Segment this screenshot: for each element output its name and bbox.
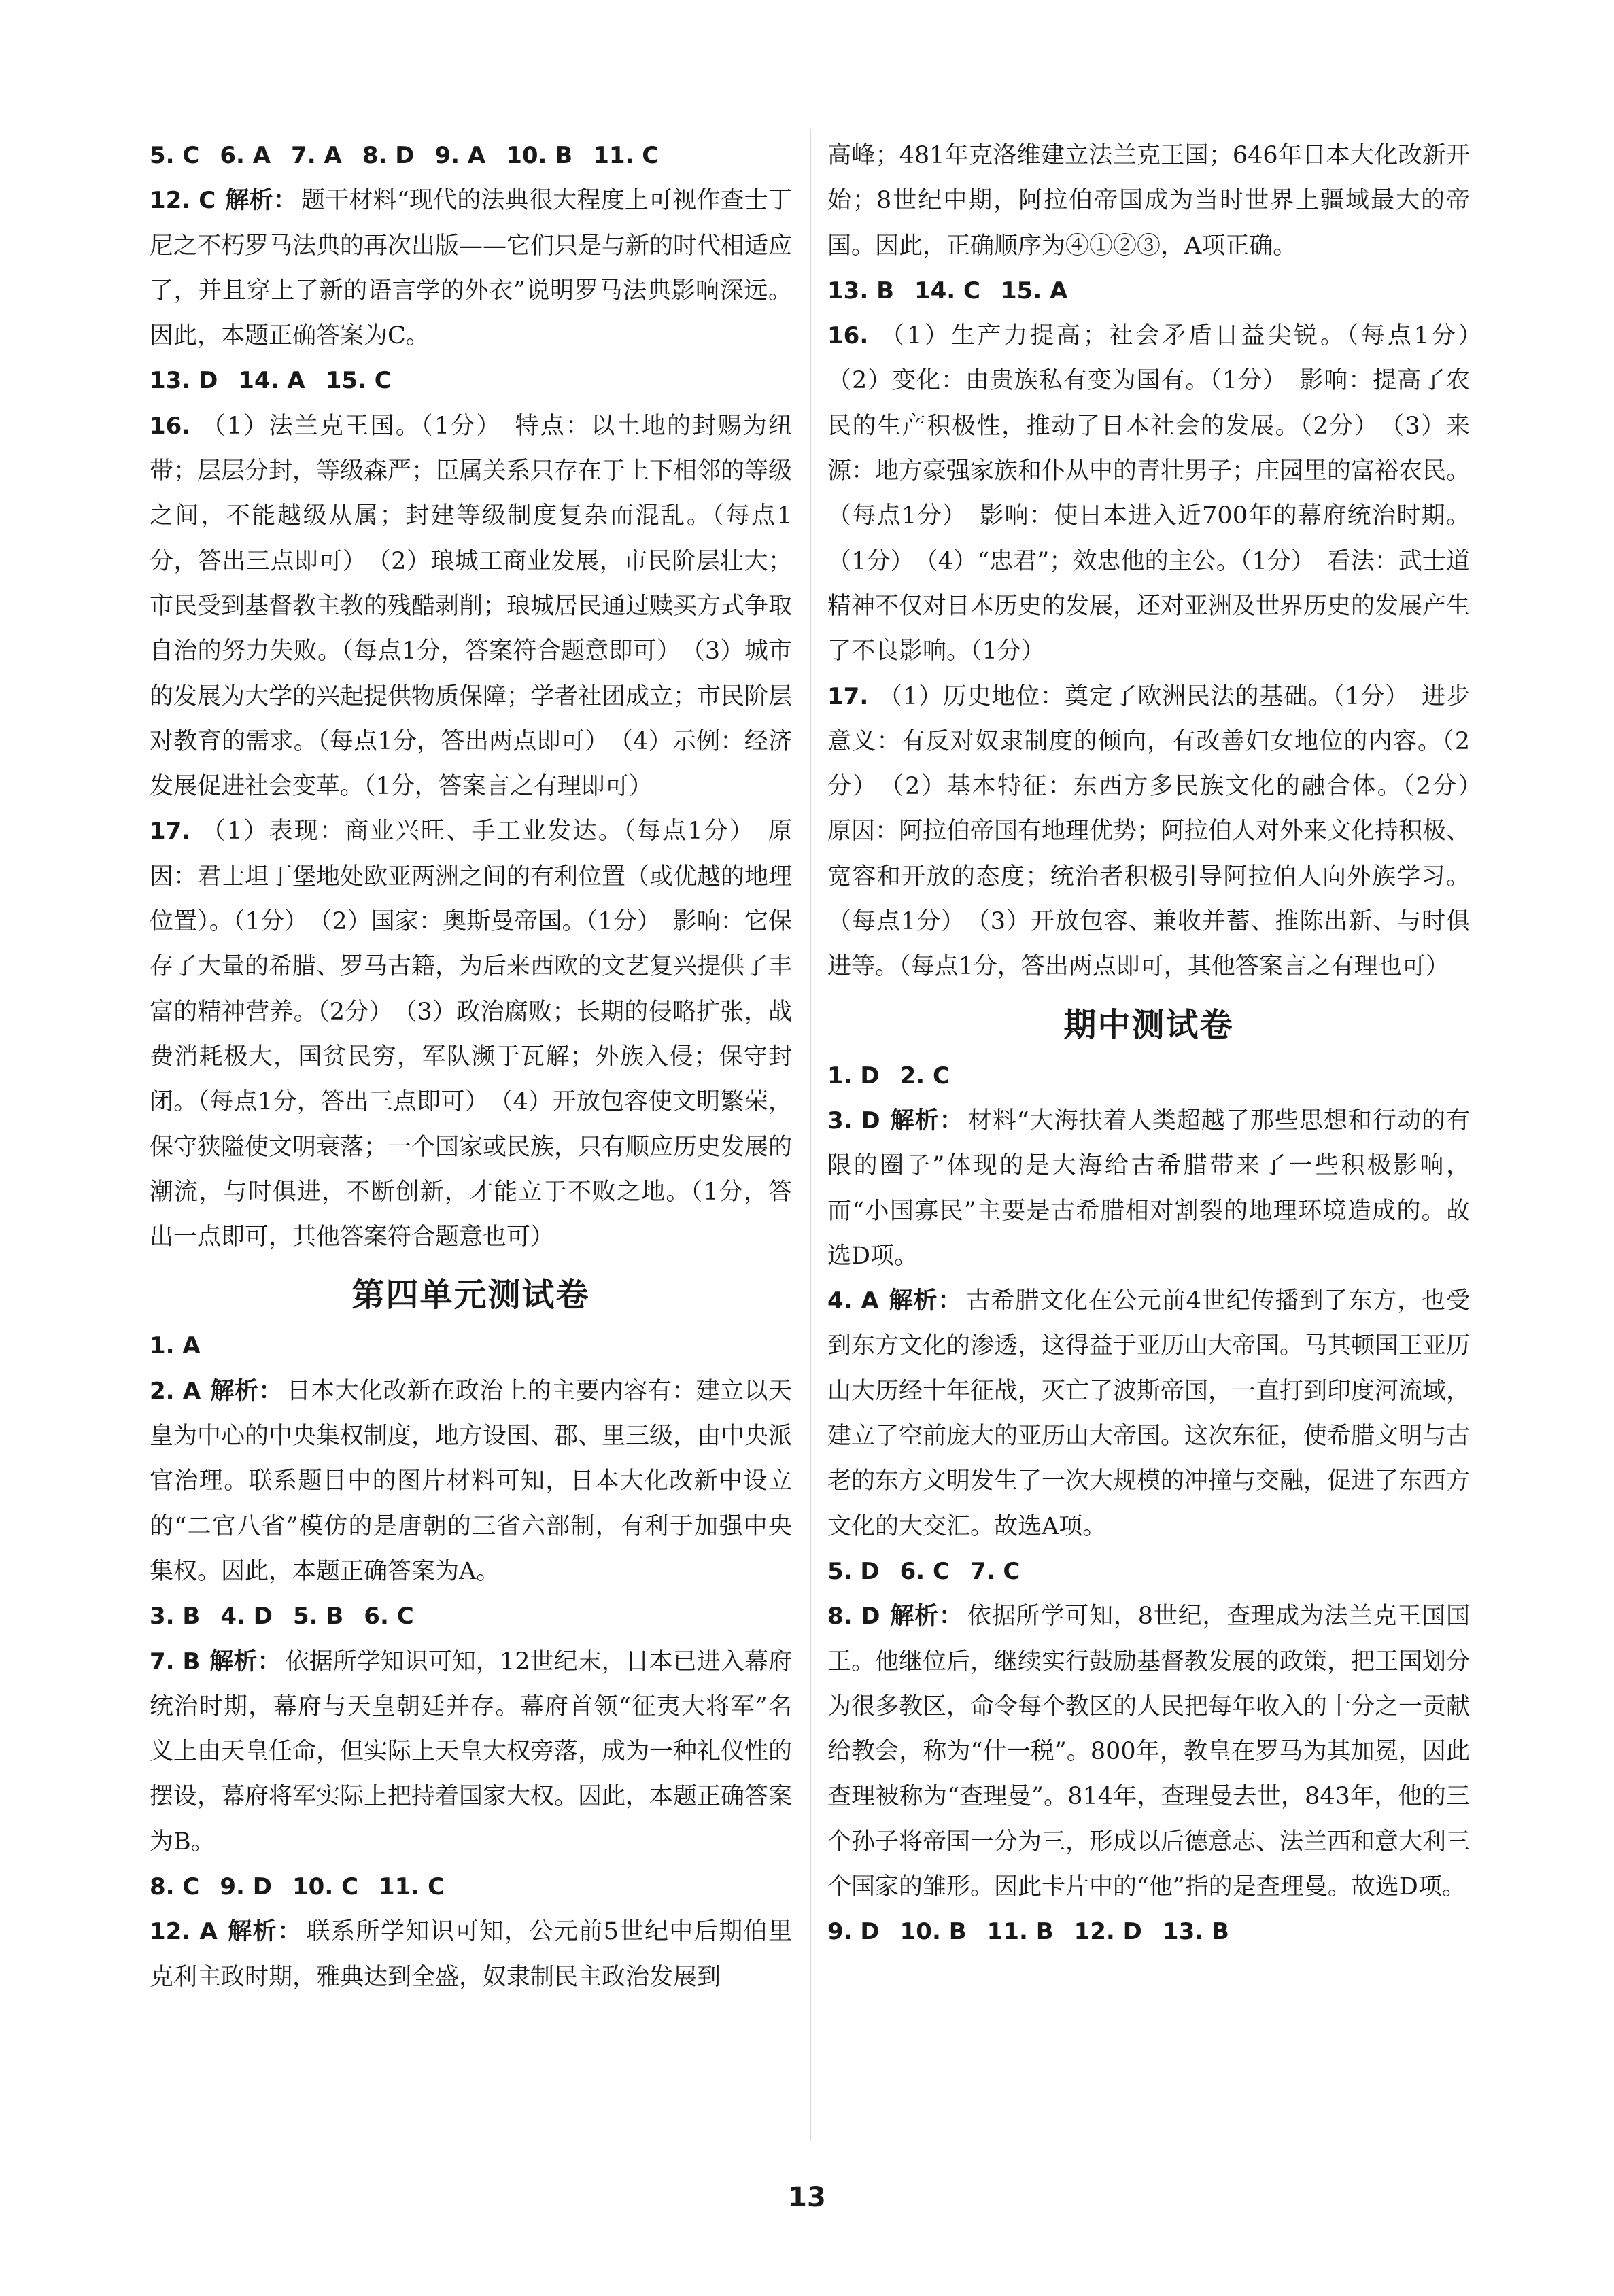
question-number: 12. C — [150, 187, 216, 215]
answer-row — [150, 1323, 792, 1368]
question-number: 7. B — [150, 1648, 201, 1675]
answer-explanation — [150, 809, 792, 1259]
answer-item: 9. D — [220, 1873, 273, 1900]
answer-item: 7. A — [291, 142, 342, 169]
answer-row — [150, 1864, 792, 1909]
section-title: 期中测试卷 — [1063, 1005, 1234, 1044]
answer-row — [827, 1909, 1470, 1954]
answer-item: 15. A — [1001, 277, 1068, 305]
answer-item: 11. B — [986, 1918, 1054, 1946]
answer-item: 1. D — [827, 1062, 880, 1090]
analysis-label: 解析： — [888, 1287, 963, 1315]
explanation-text: （1）生产力提高；社会矛盾日益尖锐。（每点1分） （2）变化：由贵族私有变为国有。（1分） 影响：提高了农民的生产积极性，推动了日本社会的发展。（2分） （3）来源：地方豪强家族和仆从中的青壮男子；庄园里的富裕农民。（每点1分） 影响：使日本进入近700年的幕府统治时期。（1分） （4）“忠君”；效忠他的主公。（1分） 看法：武士道精神不仅对日本历史的发展，还对亚洲及世界历史的发展产生了不良影响。（1分） — [827, 322, 1494, 665]
answer-item: 15. C — [325, 367, 392, 395]
answer-item: 11. C — [593, 142, 659, 169]
answer-item: 6. C — [899, 1557, 950, 1585]
answer-item: 3. B — [150, 1603, 201, 1631]
answer-explanation — [150, 404, 792, 810]
answer-item: 12. D — [1074, 1918, 1142, 1946]
explanation-text: 依据所学可知，8世纪，查理成为法兰克王国国王。他继位后，继续实行鼓励基督教发展的政策，把王国划分为很多教区，命令每个教区的人民把每年收入的十分之一贡献给教会，称为“什一税”。800年，教皇在罗马为其加冕，因此查理被称为“查理曼”。814年，查理曼去世，843年，他的三个孙子将帝国一分为三，形成以后德意志、法兰西和意大利三个国家的雏形。因此卡片中的“他”指的是查理曼。故选D项。 — [827, 1603, 1471, 1900]
answer-item: 13. B — [1162, 1918, 1229, 1946]
answer-explanation — [150, 1909, 792, 2000]
answer-explanation — [150, 1639, 792, 1864]
answer-explanation — [827, 674, 1494, 990]
question-number: 16. — [150, 412, 191, 440]
answer-explanation — [827, 1279, 1470, 1549]
answer-explanation — [827, 313, 1494, 674]
explanation-text: （1）历史地位：奠定了欧洲民法的基础。（1分） 进步意义：有反对奴隶制度的倾向，有改善妇女地位的内容。（2分） （2）基本特征：东西方多民族文化的融合体。（2分） 原因：阿拉伯帝国有地理优势；阿拉伯人对外来文化持积极、宽容和开放的态度；统治者积极引导阿拉伯人向外族学习。（每点1分） （3）开放包容、兼收并蓄、推陈出新、与时俱进等。（每点1分，答出两点即可，其他答案言之有理也可） — [827, 682, 1494, 981]
left-column — [150, 133, 792, 2000]
answer-item: 4. D — [220, 1603, 273, 1631]
answer-row — [827, 1054, 1470, 1098]
answer-row — [827, 1549, 1470, 1594]
question-number: 12. A — [150, 1918, 218, 1946]
answer-row — [150, 133, 792, 178]
analysis-label: 解析： — [225, 186, 298, 215]
answer-item: 10. C — [292, 1873, 359, 1900]
answer-explanation — [827, 1098, 1470, 1279]
answer-item: 6. A — [220, 142, 271, 169]
answer-explanation — [827, 1594, 1470, 1909]
answer-explanation — [150, 178, 792, 358]
explanation-text: 依据所学知识可知，12世纪末，日本已进入幕府统治时期，幕府与天皇朝廷并存。幕府首领“征夷大将军”名义上由天皇任命，但实际上天皇大权旁落，成为一种礼仪性的摆设，幕府将军实际上把持着国家大权。因此，本题正确答案为B。 — [150, 1648, 793, 1856]
answer-item: 5. D — [827, 1557, 880, 1585]
answer-item: 11. C — [379, 1873, 445, 1900]
page-number: 13 — [788, 2182, 826, 2213]
explanation-text: 题干材料“现代的法典很大程度上可视作查士丁尼之不朽罗马法典的再次出版——它们只是与新的时代相适应了，并且穿上了新的语言学的外衣”说明罗马法典影响深远。因此，本题正确答案为C。 — [150, 187, 793, 350]
answer-item: 9. A — [434, 142, 486, 169]
answer-item: 7. C — [970, 1557, 1020, 1585]
answer-item: 10. B — [899, 1918, 967, 1946]
explanation-text: 古希腊文化在公元前4世纪传播到了东方，也受到东方文化的渗透，这得益于亚历山大帝国。马其顿国王亚历山大历经十年征战，灭亡了波斯帝国，一直打到印度河流域，建立了空前庞大的亚历山大帝国。这次东征，使希腊文明与古老的东方文明发生了一次大规模的冲撞与交融，促进了东西方文化的大交汇。故选A项。 — [827, 1287, 1471, 1540]
answer-item: 9. D — [827, 1918, 880, 1946]
explanation-text: （1）表现：商业兴旺、手工业发达。（每点1分） 原因：君士坦丁堡地处欧亚两洲之间的有利位置（或优越的地理位置）。（1分） （2）国家：奥斯曼帝国。（1分） 影响：它保存了大量的希腊、罗马古籍，为后来西欧的文艺复兴提供了丰富的精神营养。（2分） （3）政治腐败；长期的侵略扩张，战费消耗极大，国贫民穷，军队濒于瓦解；外族入侵；保守封闭。（每点1分，答出三点即可） （4）开放包容使文明繁荣，保守狭隘使文明衰落；一个国家或民族，只有顺应历史发展的潮流，与时俱进，不断创新，才能立于不败之地。（1分，答出一点即可，其他答案符合题意也可） — [150, 818, 793, 1251]
explanation-text: 高峰；481年克洛维建立法兰克王国；646年日本大化改新开始；8世纪中期，阿拉伯帝国成为当时世界上疆域最大的帝国。因此，正确顺序为④①②③，A项正确。 — [827, 142, 1470, 260]
answer-item: 13. D — [150, 367, 218, 395]
question-number: 8. D — [827, 1603, 880, 1631]
section-title: 第四单元测试卷 — [351, 1276, 590, 1315]
question-number: 16. — [827, 322, 869, 350]
explanation-text: 材料“大海扶着人类超越了那些思想和行动的有限的圈子”体现的是大海给古希腊带来了一些积极影响，而“小国寡民”主要是古希腊相对割裂的地理环境造成的。故选D项。 — [827, 1107, 1470, 1270]
explanation-text: （1）法兰克王国。（1分） 特点：以土地的封赐为纽带；层层分封，等级森严；臣属关系只存在于上下相邻的等级之间，不能越级从属；封建等级制度复杂而混乱。（每点1分，答出三点即可） （2）琅城工商业发展，市民阶层壮大；市民受到基督教主教的残酷剥削；琅城居民通过赎买方式争取自治的努力失败。（每点1分，答案符合题意即可） （3）城市的发展为大学的兴起提供物质保障；学者社团成立；市民阶层对教育的需求。（每点1分，答出两点即可） （4）示例：经济发展促进社会变革。（1分，答案言之有理即可） — [150, 412, 793, 801]
answer-item: 8. C — [150, 1873, 200, 1900]
explanation-text: 日本大化改新在政治上的主要内容有：建立以天皇为中心的中央集权制度，地方设国、郡、里三级，由中央派官治理。联系题目中的图片材料可知，日本大化改新中设立的“二官八省”模仿的是唐朝的三省六部制，有利于加强中央集权。因此，本题正确答案为A。 — [150, 1377, 793, 1585]
question-number: 2. A — [150, 1377, 201, 1405]
analysis-label: 解析： — [889, 1602, 963, 1631]
answer-item: 14. C — [914, 277, 981, 305]
answer-item: 1. A — [150, 1332, 201, 1360]
question-number: 17. — [150, 818, 191, 846]
answer-explanation — [827, 133, 1470, 268]
analysis-label: 解析： — [210, 1376, 283, 1405]
question-number: 3. D — [827, 1107, 880, 1134]
analysis-label: 解析： — [209, 1647, 281, 1675]
question-number: 17. — [827, 682, 869, 710]
answer-row — [827, 268, 1470, 313]
answer-item: 5. B — [292, 1603, 344, 1631]
answer-row — [150, 1594, 792, 1639]
answer-item: 2. C — [899, 1062, 950, 1090]
question-number: 4. A — [827, 1287, 879, 1315]
answer-row — [150, 358, 792, 403]
explanation-text: 联系所学知识可知，公元前5世纪中后期伯里克利主政时期，雅典达到全盛，奴隶制民主政治发展到 — [150, 1918, 792, 1991]
analysis-label: 解析： — [226, 1917, 303, 1946]
right-column — [827, 133, 1494, 1955]
answer-item: 13. B — [827, 277, 894, 305]
answer-item: 6. C — [364, 1603, 414, 1631]
answer-item: 10. B — [506, 142, 573, 169]
analysis-label: 解析： — [889, 1106, 964, 1134]
column-divider — [810, 129, 811, 2141]
answer-item: 5. C — [150, 142, 200, 169]
answer-item: 8. D — [362, 142, 415, 169]
answer-item: 14. A — [238, 367, 305, 395]
answer-explanation — [150, 1369, 792, 1594]
